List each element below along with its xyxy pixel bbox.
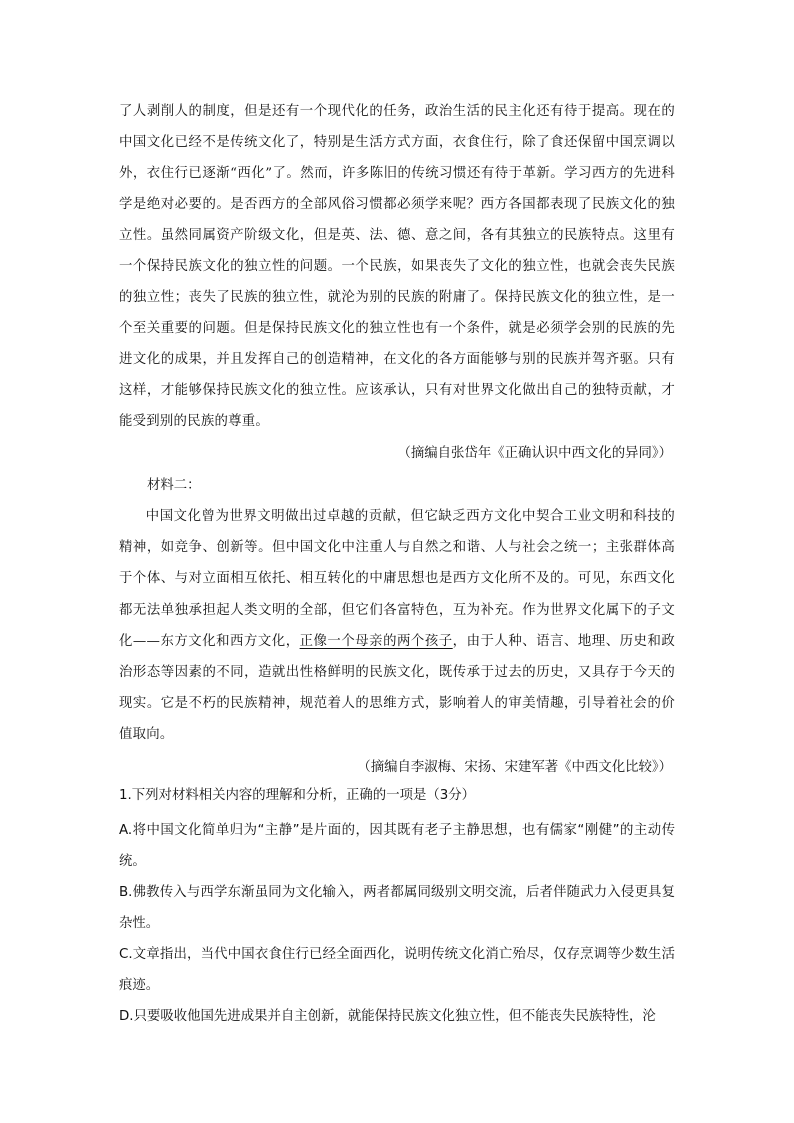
question-1-option-d: D.只要吸收他国先进成果并自主创新，就能保持民族文化独立性，但不能丧失民族特性，沦 — [119, 1009, 656, 1024]
material2-underlined-phrase: 正像一个母亲的两个孩子 — [299, 633, 453, 649]
material2-paragraph — [119, 501, 675, 751]
material2-label: 材料二： — [147, 478, 201, 493]
material1-source: （摘编自张岱年《正确认识中西文化的异同》） — [397, 446, 672, 461]
material2-text-after: ，由于人种、语言、地理、历史和政治形态等因素的不同，造就出性格鲜明的民族文化，既传承于过去的历史，又具存于今天的现实。它是不朽的民族精神，规范着人的思维方式，影响着人的审美情趣，引导着社会的价值取向。 — [119, 633, 676, 743]
question-1-stem: 1.下列对材料相关内容的理解和分析，正确的一项是（3分） — [119, 788, 476, 803]
question-1-option-a: A.将中国文化简单归为“主静”是片面的，因其既有老子主静思想，也有儒家“刚健”的主动传统。 — [119, 823, 675, 869]
material2-text-before: 中国文化曾为世界文明做出过卓越的贡献，但它缺乏西方文化中契合工业文明和科技的精神，如竞争、创新等。但中国文化中注重人与自然之和谐、人与社会之统一；主张群体高于个体、与对立面相互依托、相互转化的中庸思想也是西方文化所不及的。可见，东西文化都无法单独承担起人类文明的全部，但它们各富特色，互为补充。作为世界文化属下的子文化——东方文化和西方文化， — [119, 509, 675, 649]
question-1-option-b: B.佛教传入与西学东渐虽同为文化输入，两者都属同级别文明交流，后者伴随武力入侵更具复杂性。 — [119, 885, 675, 931]
question-1-option-c: C.文章指出，当代中国衣食住行已经全面西化，说明传统文化消亡殆尽，仅存烹调等少数生活痕迹。 — [119, 947, 675, 993]
material2-source: （摘编自李淑梅、宋扬、宋建军著《中西文化比较》） — [357, 760, 672, 775]
material1-paragraph: 了人剥削人的制度，但是还有一个现代化的任务，政治生活的民主化还有待于提高。现在的中国文化已经不是传统文化了，特别是生活方式方面，衣食住行，除了食还保留中国烹调以外，衣住行已逐渐“西化”了。然而，许多陈旧的传统习惯还有待于革新。学习西方的先进科学是绝对必要的。是否西方的全部风俗习惯都必须学来呢？西方各国都表现了民族文化的独立性。虽然同属资产阶级文化，但是英、法、德、意之间，各有其独立的民族特点。这里有一个保持民族文化的独立性的问题。一个民族，如果丧失了文化的独立性，也就会丧失民族的独立性；丧失了民族的独立性，就沦为别的民族的附庸了。保持民族文化的独立性，是一个至关重要的问题。但是保持民族文化的独立性也有一个条件，就是必须学会别的民族的先进文化的成果，并且发挥自己的创造精神，在文化的各方面能够与别的民族并驾齐驱。只有这样，才能够保持民族文化的独立性。应该承认，只有对世界文化做出自己的独特贡献，才能受到别的民族的尊重。 — [119, 104, 675, 429]
